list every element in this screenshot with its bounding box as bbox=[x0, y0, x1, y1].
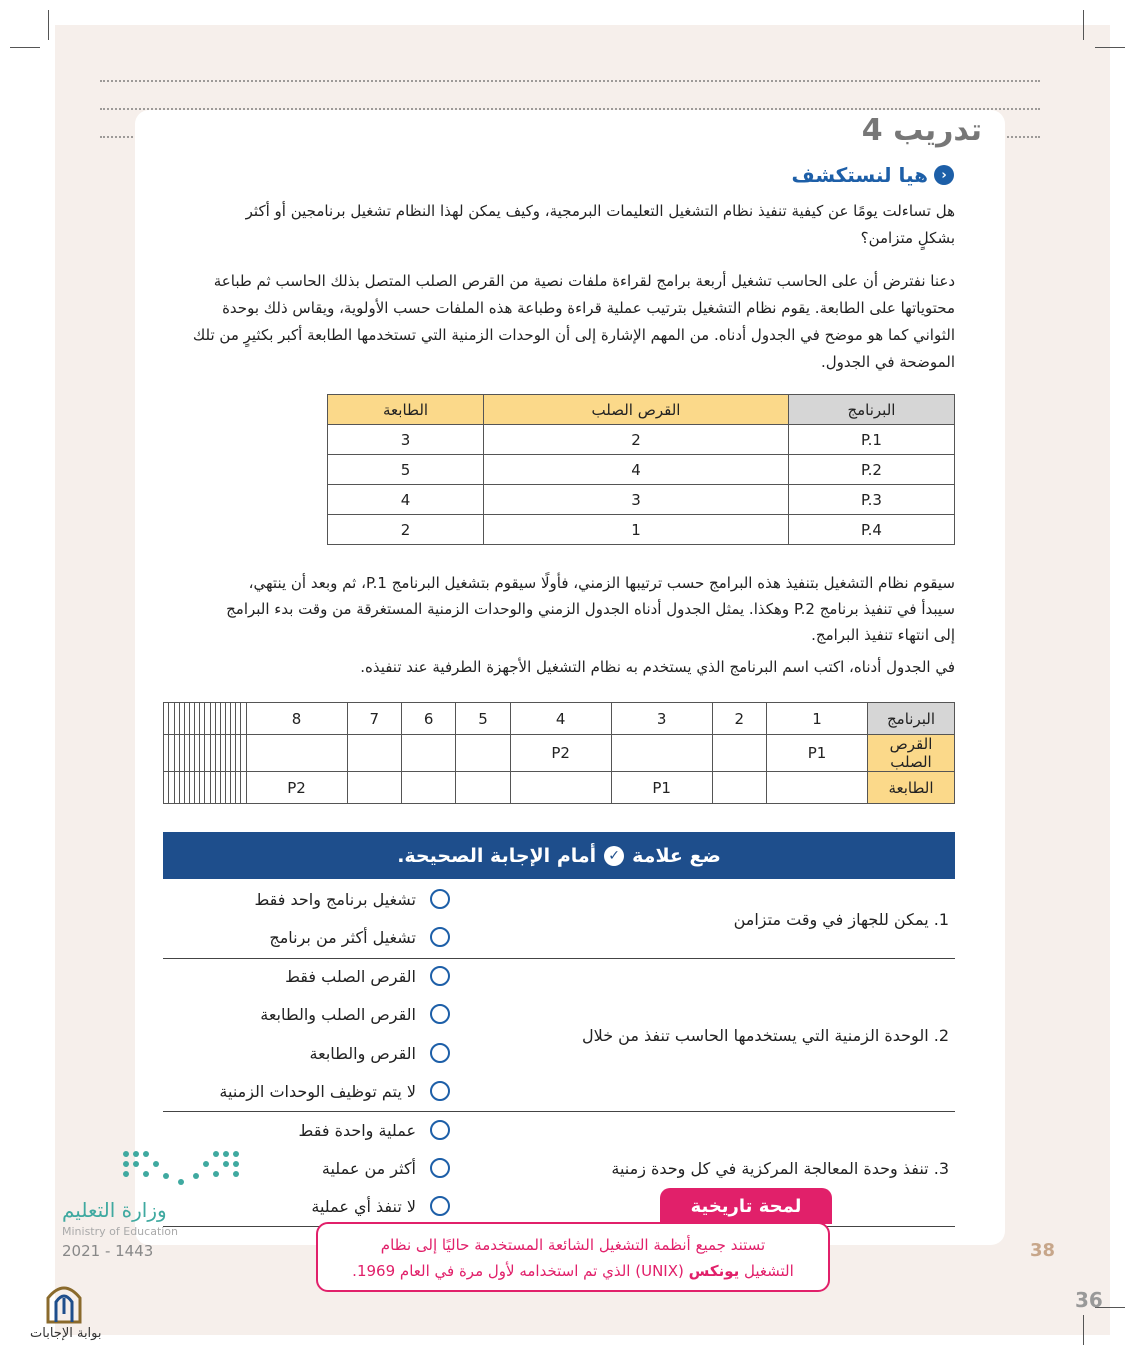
time-unit-cell bbox=[236, 703, 241, 735]
option-label: القرص الصلب فقط bbox=[285, 966, 416, 986]
time-unit-cell bbox=[220, 703, 225, 735]
row-label-printer: الطابعة bbox=[868, 772, 955, 804]
printer-cell bbox=[200, 772, 205, 804]
explore-heading bbox=[792, 163, 955, 187]
time-unit-cell: 7 bbox=[347, 703, 401, 735]
printer-cell bbox=[767, 772, 868, 804]
history-line bbox=[318, 1258, 828, 1284]
printer-cell bbox=[236, 772, 241, 804]
printer-cell bbox=[231, 772, 236, 804]
disk-cell bbox=[347, 735, 401, 772]
printer-cell bbox=[195, 772, 200, 804]
option-label: تشغيل أكثر من برنامج bbox=[269, 927, 416, 947]
crop-mark bbox=[10, 47, 40, 48]
time-unit-cell bbox=[241, 703, 246, 735]
history-line: تستند جميع أنظمة التشغيل الشائعة المستخدمة حاليًا إلى نظام bbox=[380, 1236, 766, 1254]
printer-cell bbox=[174, 772, 179, 804]
bleed-through-line bbox=[100, 98, 1040, 110]
radio-circle-icon[interactable] bbox=[430, 1081, 450, 1101]
cell-printer: 3 bbox=[328, 425, 484, 455]
paragraph-line: سيقوم نظام التشغيل بتنفيذ هذه البرامج حسب ترتيبها الزمني، فأولًا سيقوم بتشغيل البرنامج P.1، ثم وبعد أن ينتهي، bbox=[248, 574, 955, 592]
disk-cell bbox=[611, 735, 712, 772]
question-2: 2. الوحدة الزمنية التي يستخدمها الحاسب تنفذ من خلال bbox=[582, 1026, 949, 1045]
radio-circle-icon[interactable] bbox=[430, 1043, 450, 1063]
option-label: القرص الصلب والطابعة bbox=[260, 1004, 416, 1024]
instruction-prefix: ضع علامة bbox=[632, 844, 721, 867]
option-label: القرص والطابعة bbox=[309, 1043, 416, 1063]
intro-line: بشكلٍ متزامن؟ bbox=[860, 229, 955, 247]
paragraph-line: في الجدول أدناه، اكتب اسم البرنامج الذي يستخدم به نظام التشغيل الأجهزة الطرفية عند تنفيذه. bbox=[360, 658, 955, 676]
chevron-left-icon: ‹ bbox=[934, 165, 954, 185]
time-unit-cell bbox=[179, 703, 184, 735]
divider bbox=[163, 958, 955, 959]
exercise-title: تدريب 4 bbox=[861, 113, 982, 148]
instruction-suffix: أمام الإجابة الصحيحة. bbox=[397, 844, 597, 867]
disk-cell bbox=[215, 735, 220, 772]
disk-cell bbox=[174, 735, 179, 772]
disk-cell bbox=[246, 735, 347, 772]
option-label: أكثر من عملية bbox=[321, 1158, 416, 1178]
history-line-end: (UNIX) الذي تم استخدامه لأول مرة في العام 1969. bbox=[352, 1262, 684, 1280]
time-unit-cell: 5 bbox=[456, 703, 510, 735]
cell-program: P.1 bbox=[788, 425, 954, 455]
disk-cell bbox=[210, 735, 215, 772]
option[interactable] bbox=[322, 1158, 450, 1178]
option[interactable] bbox=[269, 927, 450, 947]
cell-disk: 4 bbox=[484, 455, 789, 485]
paragraph-line: سيبدأ في تنفيذ برنامج P.2 وهكذا. يمثل الجدول أدناه الجدول الزمني والوحدات الزمنية المستغرقة من وقت بدء البرامج bbox=[226, 600, 955, 618]
radio-circle-icon[interactable] bbox=[430, 927, 450, 947]
timeline-row-program bbox=[164, 703, 955, 735]
disk-cell bbox=[184, 735, 189, 772]
option[interactable] bbox=[219, 1081, 450, 1101]
paragraph-line: إلى انتهاء تنفيذ البرامج. bbox=[811, 626, 955, 644]
cell-disk: 1 bbox=[484, 515, 789, 545]
time-unit-cell bbox=[200, 703, 205, 735]
disk-cell bbox=[205, 735, 210, 772]
ministry-name-ar: وزارة التعليم bbox=[62, 1198, 167, 1222]
gate-logo-icon bbox=[44, 1280, 84, 1324]
disk-cell bbox=[231, 735, 236, 772]
option[interactable] bbox=[260, 1004, 450, 1024]
ministry-name-en: Ministry of Education bbox=[62, 1225, 179, 1238]
printer-cell bbox=[205, 772, 210, 804]
instruction-banner bbox=[163, 832, 955, 879]
disk-cell bbox=[195, 735, 200, 772]
paragraph-line: الموضحة في الجدول. bbox=[820, 353, 955, 371]
cell-program: P.3 bbox=[788, 485, 954, 515]
time-unit-cell bbox=[184, 703, 189, 735]
table-row bbox=[328, 425, 955, 455]
time-unit-cell: 1 bbox=[767, 703, 868, 735]
printer-cell bbox=[226, 772, 231, 804]
radio-circle-icon[interactable] bbox=[430, 1158, 450, 1178]
time-unit-cell: 8 bbox=[246, 703, 347, 735]
disk-cell bbox=[169, 735, 174, 772]
time-unit-cell bbox=[190, 703, 195, 735]
bleed-through-line bbox=[100, 70, 1040, 82]
intro-paragraph bbox=[155, 198, 955, 252]
printer-cell bbox=[179, 772, 184, 804]
cell-printer: 5 bbox=[328, 455, 484, 485]
divider bbox=[163, 1111, 955, 1112]
history-line-bold: يونكس bbox=[688, 1262, 740, 1280]
printer-cell bbox=[190, 772, 195, 804]
crop-mark bbox=[1083, 10, 1084, 40]
timeline-row-printer bbox=[164, 772, 955, 804]
time-unit-cell bbox=[215, 703, 220, 735]
time-unit-cell bbox=[169, 703, 174, 735]
header-printer: الطابعة bbox=[328, 395, 484, 425]
printer-cell bbox=[220, 772, 225, 804]
printer-cell bbox=[510, 772, 611, 804]
disk-cell bbox=[164, 735, 169, 772]
history-tab: لمحة تاريخية bbox=[660, 1188, 832, 1224]
table-row bbox=[328, 455, 955, 485]
time-unit-cell: 6 bbox=[401, 703, 455, 735]
time-unit-cell bbox=[210, 703, 215, 735]
disk-cell bbox=[200, 735, 205, 772]
paragraph-line: دعنا نفترض أن على الحاسب تشغيل أربعة برامج لقراءة ملفات نصية من القرص الصلب المتصل بذلك الحاسب ثم طباعة bbox=[213, 272, 955, 290]
explore-label: هيا لنستكشف bbox=[791, 163, 928, 187]
cell-disk: 3 bbox=[484, 485, 789, 515]
radio-circle-icon[interactable] bbox=[430, 1004, 450, 1024]
disk-cell: P1 bbox=[767, 735, 868, 772]
option[interactable] bbox=[310, 1043, 450, 1063]
disk-cell bbox=[190, 735, 195, 772]
check-icon: ✓ bbox=[604, 846, 624, 866]
row-label-program: البرنامج bbox=[868, 703, 955, 735]
printer-cell: P1 bbox=[611, 772, 712, 804]
printer-cell bbox=[164, 772, 169, 804]
crop-mark bbox=[48, 10, 49, 40]
schedule-paragraph bbox=[155, 570, 955, 680]
printer-cell bbox=[184, 772, 189, 804]
cell-printer: 4 bbox=[328, 485, 484, 515]
disk-cell bbox=[241, 735, 246, 772]
timeline-table bbox=[163, 702, 955, 804]
time-unit-cell bbox=[231, 703, 236, 735]
disk-cell bbox=[179, 735, 184, 772]
ministry-logo-icon bbox=[120, 1148, 250, 1188]
time-unit-cell bbox=[195, 703, 200, 735]
page-number-outer: 36 bbox=[1075, 1288, 1103, 1312]
table-row bbox=[328, 515, 955, 545]
crop-mark bbox=[1083, 1315, 1084, 1345]
option[interactable] bbox=[299, 1120, 450, 1140]
printer-cell bbox=[712, 772, 766, 804]
option[interactable] bbox=[285, 966, 450, 986]
header-disk: القرص الصلب bbox=[484, 395, 789, 425]
radio-circle-icon[interactable] bbox=[430, 966, 450, 986]
cell-program: P.4 bbox=[788, 515, 954, 545]
paragraph-line: الثواني كما هو موضح في الجدول أدناه. من المهم الإشارة إلى أن الوحدات الزمنية التي تستخدمها الطابعة أكبر بكثيرٍ من تلك bbox=[192, 326, 955, 344]
header-program: البرنامج bbox=[788, 395, 954, 425]
time-unit-cell: 3 bbox=[611, 703, 712, 735]
time-unit-cell bbox=[205, 703, 210, 735]
time-unit-cell: 2 bbox=[712, 703, 766, 735]
printer-cell: P2 bbox=[246, 772, 347, 804]
option[interactable] bbox=[254, 889, 450, 909]
radio-circle-icon[interactable] bbox=[430, 1120, 450, 1140]
history-box bbox=[316, 1222, 830, 1292]
printer-cell bbox=[210, 772, 215, 804]
radio-circle-icon[interactable] bbox=[430, 1196, 450, 1216]
printer-cell bbox=[401, 772, 455, 804]
option[interactable] bbox=[311, 1196, 450, 1216]
time-unit-cell bbox=[226, 703, 231, 735]
gate-label: بوابة الإجابات bbox=[30, 1326, 102, 1341]
time-unit-cell: 4 bbox=[510, 703, 611, 735]
option-label: تشغيل برنامج واحد فقط bbox=[254, 889, 416, 909]
timeline-row-disk bbox=[164, 735, 955, 772]
option-label: لا يتم توظيف الوحدات الزمنية bbox=[219, 1081, 416, 1101]
disk-cell bbox=[236, 735, 241, 772]
question-3: 3. تنفذ وحدة المعالجة المركزية في كل وحدة زمنية bbox=[611, 1159, 949, 1178]
cell-disk: 2 bbox=[484, 425, 789, 455]
printer-cell bbox=[241, 772, 246, 804]
crop-mark bbox=[1095, 47, 1125, 48]
printer-cell bbox=[169, 772, 174, 804]
time-unit-cell bbox=[174, 703, 179, 735]
printer-cell bbox=[347, 772, 401, 804]
disk-cell bbox=[226, 735, 231, 772]
program-timing-table bbox=[327, 394, 955, 545]
radio-circle-icon[interactable] bbox=[430, 889, 450, 909]
row-label-disk: القرص الصلب bbox=[868, 735, 955, 772]
scenario-paragraph bbox=[155, 268, 955, 376]
intro-line: هل تساءلت يومًا عن كيفية تنفيذ نظام التشغيل التعليمات البرمجية، وكيف يمكن لهذا النظام تشغيل برنامجين أو أكثر bbox=[245, 202, 955, 220]
disk-cell bbox=[456, 735, 510, 772]
academic-year: 2021 - 1443 bbox=[62, 1242, 154, 1260]
disk-cell bbox=[401, 735, 455, 772]
table-row bbox=[328, 485, 955, 515]
cell-printer: 2 bbox=[328, 515, 484, 545]
option-label: لا تنفذ أي عملية bbox=[311, 1196, 416, 1216]
paragraph-line: محتوياتها على الطابعة. يقوم نظام التشغيل بترتيب عملية قراءة وطباعة هذه الملفات حسب الأولوية، ويقاس ذلك بوحدة bbox=[222, 299, 955, 317]
history-line-start: التشغيل bbox=[744, 1262, 794, 1280]
cell-program: P.2 bbox=[788, 455, 954, 485]
page-number-inner: 38 bbox=[1030, 1240, 1056, 1261]
question-1: 1. يمكن للجهاز في وقت متزامن bbox=[733, 910, 949, 929]
time-unit-cell bbox=[164, 703, 169, 735]
printer-cell bbox=[456, 772, 510, 804]
option-label: عملية واحدة فقط bbox=[298, 1120, 416, 1140]
disk-cell: P2 bbox=[510, 735, 611, 772]
disk-cell bbox=[220, 735, 225, 772]
disk-cell bbox=[712, 735, 766, 772]
printer-cell bbox=[215, 772, 220, 804]
